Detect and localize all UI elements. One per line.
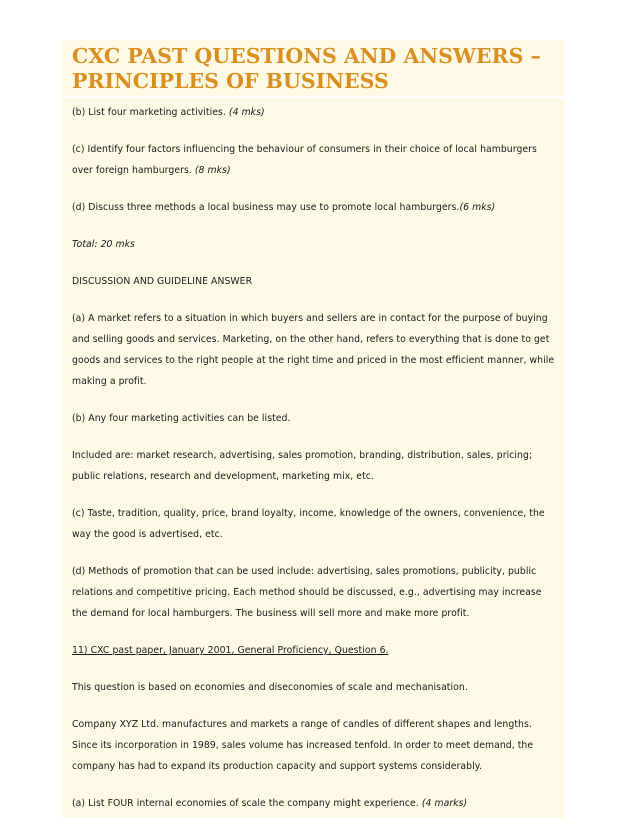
- answer-b: (b) Any four marketing activities can be listed.: [72, 413, 291, 424]
- page-title: [72, 44, 554, 94]
- question-11-intro: This question is based on economies and diseconomies of scale and mechanisation.: [72, 682, 468, 693]
- title-line-1: CXC PAST QUESTIONS AND ANSWERS –: [72, 44, 541, 68]
- answer-d: (d) Methods of promotion that can be used include: advertising, sales promotions, publicity, public relations and competitive pricing. Each method should be discussed, e.g., advertising may increase the demand for local hamburgers. The business will sell more and make more profit.: [72, 566, 542, 619]
- marks-b: (4 mks): [228, 107, 265, 118]
- question-11-a: (a) List FOUR internal economies of scale the company might experience. (4 marks): [72, 798, 468, 809]
- document-body: [62, 98, 564, 818]
- question-b: (b) List four marketing activities. (4 mks): [72, 107, 265, 118]
- marks-c: (8 mks): [194, 165, 231, 176]
- total-marks: Total: 20 mks: [72, 239, 135, 250]
- marks-d: (6 mks): [459, 202, 496, 213]
- document-page: [64, 40, 564, 818]
- title-banner: [62, 40, 564, 96]
- question-11-scenario: Company XYZ Ltd. manufactures and markets a range of candles of different shapes and lengths. Since its incorporation in 1989, sales volume has increased tenfold. In order to meet demand, the company has had to expand its production capacity and support systems considerably.: [72, 719, 534, 772]
- answer-a: (a) A market refers to a situation in which buyers and sellers are in contact for the purpose of buying and selling goods and services. Marketing, on the other hand, refers to everything that is done to get goods and services to the right people at the right time and priced in the most efficient manner, while making a profit.: [72, 313, 555, 387]
- question-d: (d) Discuss three methods a local business may use to promote local hamburgers.(6 mks): [72, 202, 496, 213]
- question-11-heading: 11) CXC past paper, January 2001, General Proficiency, Question 6.: [72, 645, 389, 656]
- answer-b-list: Included are: market research, advertising, sales promotion, branding, distribution, sales, pricing; public relations, research and development, marketing mix, etc.: [72, 450, 533, 482]
- discussion-heading: DISCUSSION AND GUIDELINE ANSWER: [72, 276, 253, 287]
- answer-c: (c) Taste, tradition, quality, price, brand loyalty, income, knowledge of the owners, convenience, the way the good is advertised, etc.: [72, 508, 545, 540]
- question-c: (c) Identify four factors influencing the behaviour of consumers in their choice of local hamburgers over foreign hamburgers. (8 mks): [72, 144, 537, 176]
- marks-11-a: (4 marks): [421, 798, 468, 809]
- title-line-2: PRINCIPLES OF BUSINESS: [72, 69, 389, 93]
